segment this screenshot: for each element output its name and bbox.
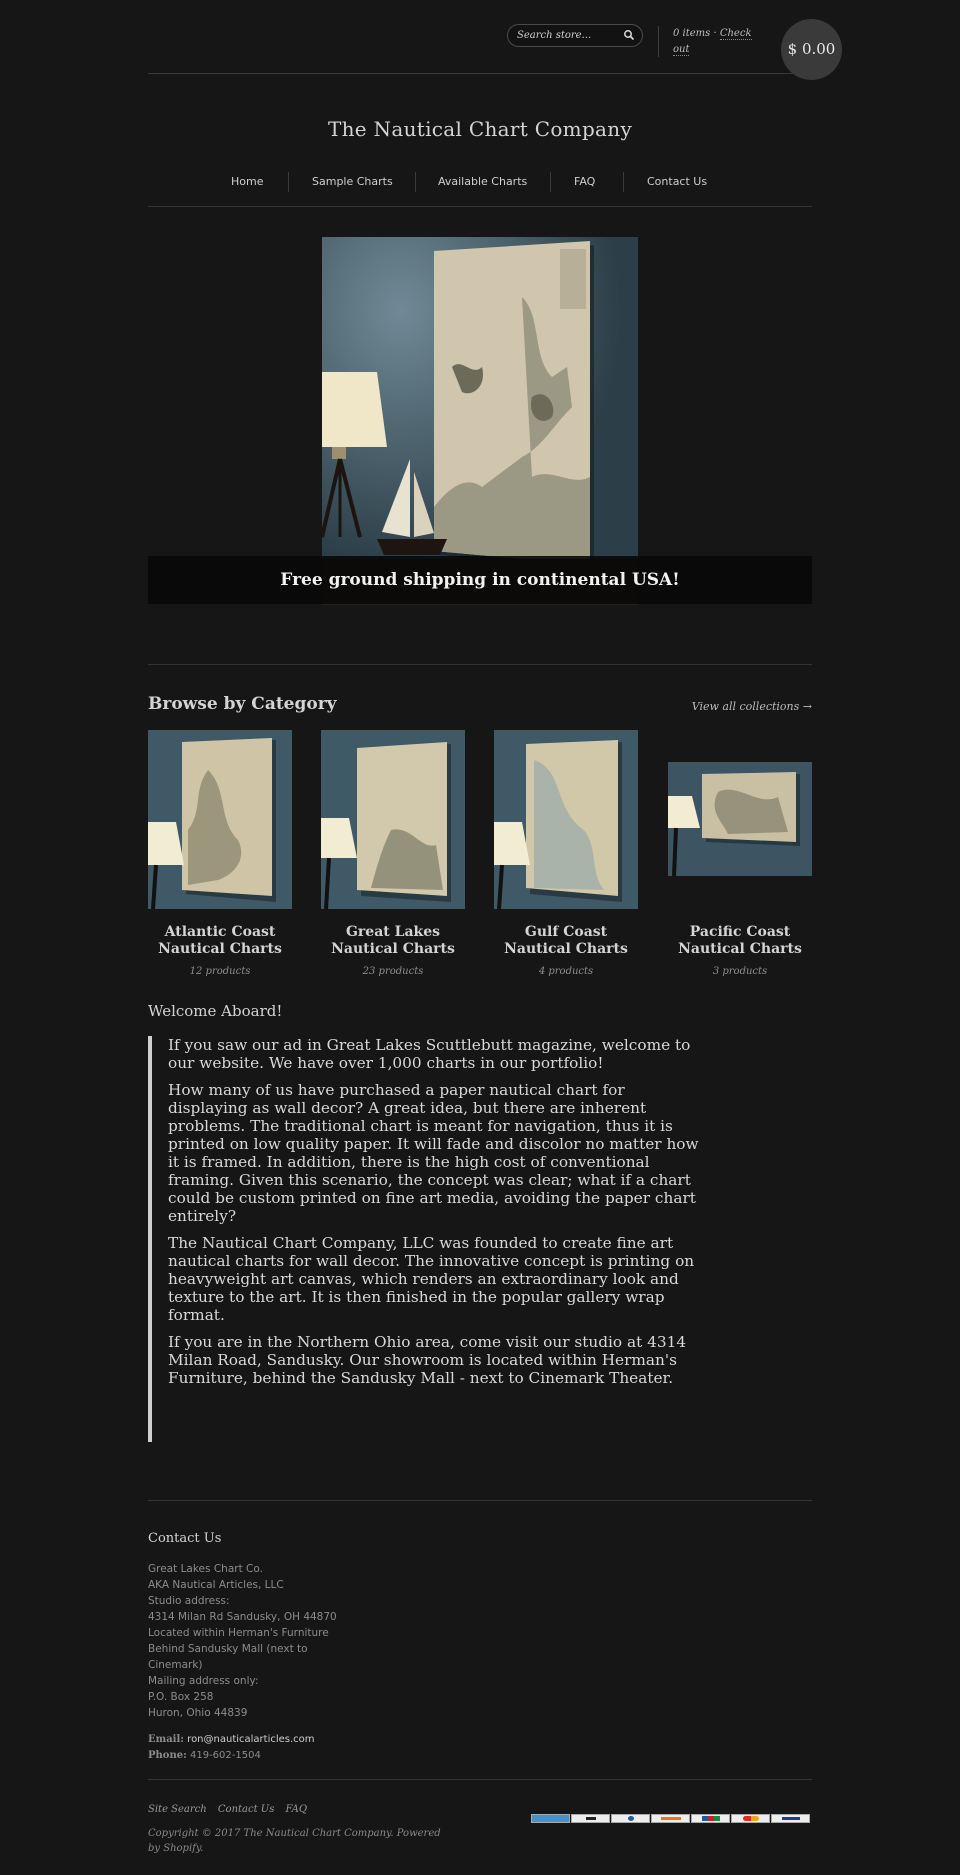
category-count: 3 products (712, 966, 768, 977)
address-line: Great Lakes Chart Co. (148, 1563, 263, 1575)
footer-link-faq[interactable]: FAQ (285, 1804, 308, 1815)
welcome-title: Welcome Aboard! (148, 1002, 283, 1020)
address-line: Behind Sandusky Mall (next to (148, 1643, 308, 1655)
checkout-link[interactable]: Check out (673, 28, 752, 55)
category-name: Atlantic Coast Nautical Charts (158, 924, 282, 957)
welcome-paragraph: If you are in the Northern Ohio area, come visit our studio at 4314 Milan Road, Sandusky. Our showroom is located within Herman's Furniture, behind the Sandusky Mall - next to Cinemark Theater. (168, 1333, 687, 1387)
nav-divider (148, 206, 812, 207)
phone-label: Phone: (148, 1750, 187, 1761)
category-image[interactable] (321, 730, 465, 909)
welcome-blockquote (148, 1036, 700, 1442)
footer-link-site-search[interactable]: Site Search (148, 1804, 207, 1815)
footer-divider (148, 1500, 812, 1501)
category-image[interactable] (148, 730, 292, 909)
nav-separator (288, 172, 289, 192)
address-line: P.O. Box 258 (148, 1691, 214, 1703)
main-nav (148, 172, 812, 194)
nav-separator (415, 172, 416, 192)
category-image[interactable] (668, 762, 812, 876)
nav-separator (550, 172, 551, 192)
footer-bottom-divider (148, 1779, 812, 1780)
footer-links (148, 1804, 315, 1815)
footer-address (148, 1561, 348, 1721)
discover-icon (651, 1814, 690, 1823)
address-line: Cinemark) (148, 1659, 203, 1671)
footer-email (148, 1734, 315, 1745)
view-all-collections-link[interactable]: View all collections → (691, 700, 812, 713)
search-box[interactable] (507, 24, 643, 47)
site-title[interactable]: The Nautical Chart Company (327, 117, 633, 141)
welcome-paragraph: The Nautical Chart Company, LLC was founded to create fine art nautical charts for wall decor. The innovative concept is printing on heavyweight art canvas, which renders an extraordinary look and texture to the art. It is then finished in the popular gallery wrap format. (168, 1234, 695, 1324)
mastercard-icon (731, 1814, 770, 1823)
address-line: Studio address: (148, 1595, 230, 1607)
nav-available-charts[interactable]: Available Charts (438, 175, 528, 188)
diners-club-icon (611, 1814, 650, 1823)
category-name: Pacific Coast Nautical Charts (678, 924, 802, 957)
email-link[interactable]: ron@nauticalarticles.com (187, 1734, 315, 1745)
apple-pay-icon (571, 1814, 610, 1823)
category-count: 4 products (538, 966, 594, 977)
search-input[interactable] (517, 28, 617, 42)
email-label: Email: (148, 1734, 184, 1745)
nav-separator (623, 172, 624, 192)
cart-item-count: 0 items (673, 28, 711, 39)
search-icon[interactable] (623, 29, 635, 41)
address-line: 4314 Milan Rd Sandusky, OH 44870 (148, 1611, 337, 1623)
category-name: Great Lakes Nautical Charts (331, 924, 455, 957)
jcb-icon (691, 1814, 730, 1823)
nav-home[interactable]: Home (231, 175, 264, 188)
footer-contact-title: Contact Us (148, 1531, 222, 1546)
address-line: AKA Nautical Articles, LLC (148, 1579, 284, 1591)
header-divider (148, 73, 812, 74)
section-divider (148, 664, 812, 665)
cart-summary (673, 26, 763, 58)
category-count: 23 products (362, 966, 424, 977)
browse-title: Browse by Category (148, 694, 337, 714)
category-name: Gulf Coast Nautical Charts (504, 924, 628, 957)
nav-contact-us[interactable]: Contact Us (647, 175, 708, 188)
nav-sample-charts[interactable]: Sample Charts (312, 175, 393, 188)
category-image[interactable] (494, 730, 638, 909)
cart-total[interactable]: $ 0.00 (781, 19, 842, 80)
cart-separator: · (710, 28, 720, 39)
cart-divider (658, 26, 659, 57)
category-count: 12 products (189, 966, 251, 977)
amex-icon (531, 1814, 570, 1823)
hero-image[interactable] (322, 237, 638, 605)
phone-value: 419-602-1504 (189, 1750, 261, 1761)
welcome-paragraph: How many of us have purchased a paper nautical chart for displaying as wall decor? A great idea, but there are inherent problems. The traditional chart is meant for navigation, thus it is printed on low quality paper. It will fade and discolor no matter how it is framed. In addition, there is the high cost of conventional framing. Given this scenario, the concept was clear; what if a chart could be custom printed on fine art media, avoiding the paper chart entirely? (168, 1081, 699, 1225)
shipping-banner: Free ground shipping in continental USA! (148, 556, 812, 604)
copyright: Copyright © 2017 The Nautical Chart Company. Powered by Shopify. (148, 1828, 441, 1854)
address-line: Mailing address only: (148, 1675, 259, 1687)
address-line: Huron, Ohio 44839 (148, 1707, 248, 1719)
footer-phone (148, 1750, 261, 1761)
address-line: Located within Herman's Furniture (148, 1627, 329, 1639)
footer-link-contact-us[interactable]: Contact Us (217, 1804, 275, 1815)
welcome-paragraph: If you saw our ad in Great Lakes Scuttlebutt magazine, welcome to our website. We have over 1,000 charts in our portfolio! (168, 1036, 691, 1072)
nav-faq[interactable]: FAQ (574, 175, 596, 188)
visa-icon (771, 1814, 810, 1823)
